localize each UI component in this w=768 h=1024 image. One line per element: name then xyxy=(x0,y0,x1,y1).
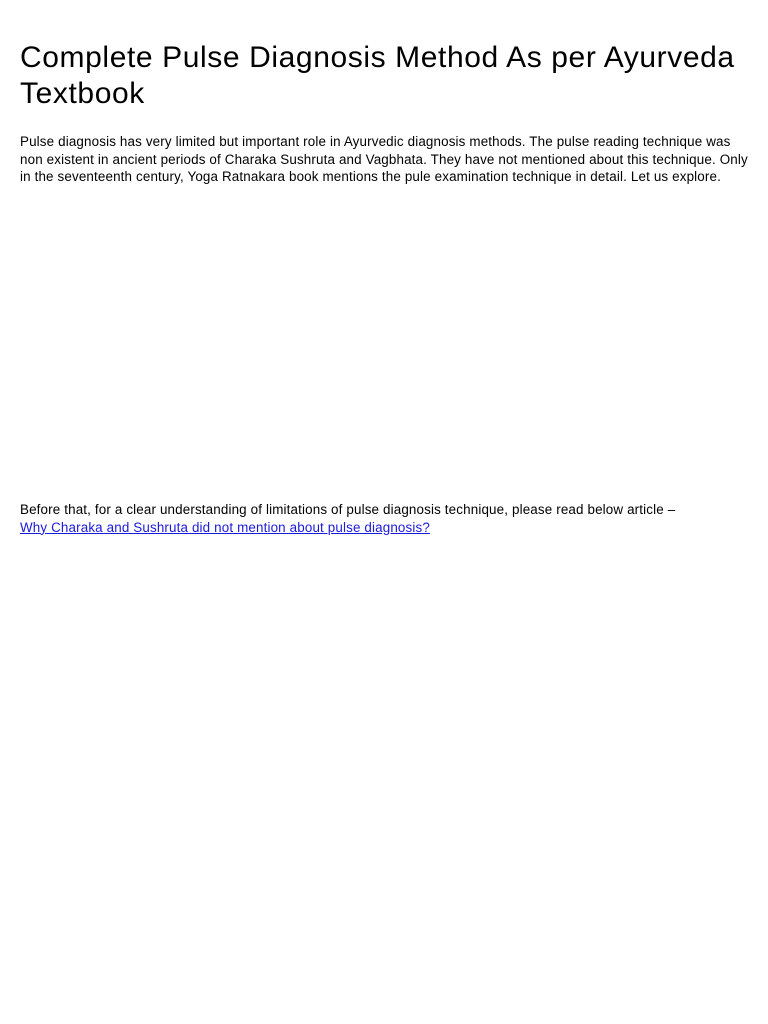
reference-paragraph xyxy=(20,501,754,536)
related-article-link[interactable]: Why Charaka and Sushruta did not mention about pulse diagnosis? xyxy=(20,519,430,535)
intro-paragraph: Pulse diagnosis has very limited but important role in Ayurvedic diagnosis methods. The pulse reading technique was non existent in ancient periods of Charaka Sushruta and Vagbhata. They have not mentioned about this technique. Only in the seventeenth century, Yoga Ratnakara book mentions the pule examination technique in detail. Let us explore. xyxy=(20,134,748,184)
reference-text: Before that, for a clear understanding of limitations of pulse diagnosis technique, please read below article – xyxy=(20,502,676,517)
page-title: Complete Pulse Diagnosis Method As per Ayurveda Textbook xyxy=(20,41,735,110)
